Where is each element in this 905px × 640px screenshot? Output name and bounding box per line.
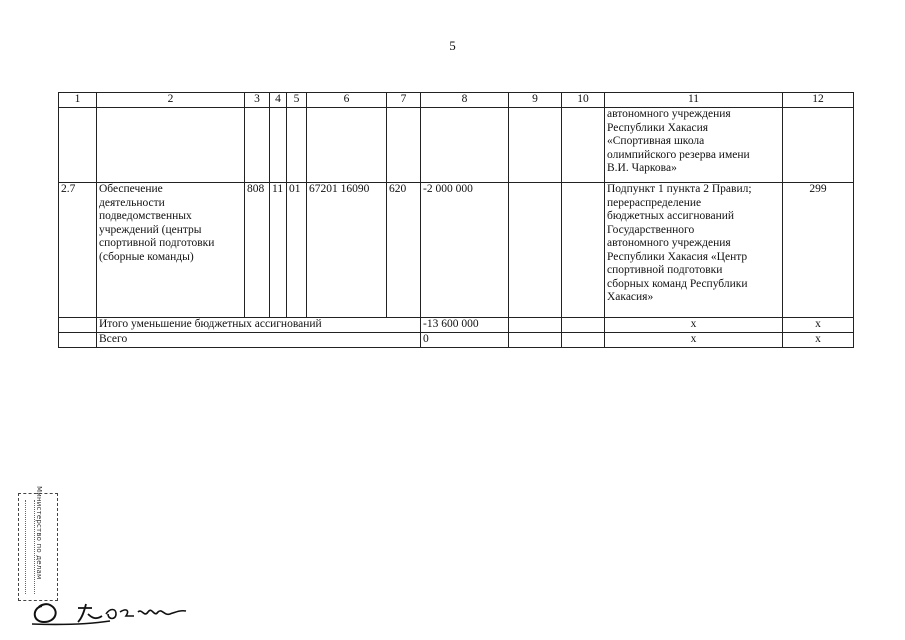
- text-line: Хакасия»: [607, 291, 654, 303]
- text-line: Подпункт 1 пункта 2 Правил;: [607, 183, 752, 195]
- text-line: спортивной подготовки: [99, 237, 215, 249]
- cell-empty: [562, 183, 605, 318]
- text-line: деятельности: [99, 196, 165, 209]
- text-line: сборных команд Республики: [607, 277, 748, 290]
- text-line: Государственного: [607, 223, 695, 236]
- total-decrease-x: х: [605, 318, 783, 333]
- header-cell: 12: [783, 93, 854, 108]
- cell-subsection: 01: [287, 183, 307, 318]
- header-cell: 2: [97, 93, 245, 108]
- total-decrease-amount: -13 600 000: [421, 318, 509, 333]
- row-number: 2.7: [59, 183, 97, 318]
- cell-target-article: 67201 16090: [307, 183, 387, 318]
- text-line: подведомственных: [99, 210, 192, 222]
- cell-expense-type: 620: [387, 183, 421, 318]
- cell-amount: -2 000 000: [421, 183, 509, 318]
- total-decrease-row: [59, 318, 854, 333]
- budget-table: [58, 92, 854, 348]
- text-line: Республики Хакасия: [607, 121, 709, 134]
- table-row-continuation: [59, 108, 854, 183]
- header-cell: 8: [421, 93, 509, 108]
- text-line: бюджетных ассигнований: [607, 210, 735, 222]
- text-line: (сборные команды): [99, 250, 194, 263]
- header-cell: 11: [605, 93, 783, 108]
- header-cell: 9: [509, 93, 562, 108]
- header-row: [59, 93, 854, 108]
- text-line: перераспределение: [607, 196, 702, 209]
- total-decrease-x: х: [783, 318, 854, 333]
- header-cell: 1: [59, 93, 97, 108]
- signature-icon: [30, 594, 200, 633]
- cell-code: 299: [783, 183, 854, 318]
- text-line: «Спортивная школа: [607, 135, 705, 147]
- page-number: 5: [449, 38, 456, 53]
- grand-total-amount: 0: [421, 333, 509, 348]
- text-line: олимпийского резерва имени: [607, 148, 750, 161]
- text-line: автономного учреждения: [607, 108, 731, 120]
- table-row: [59, 183, 854, 318]
- row-name: [97, 183, 245, 318]
- header-cell: 7: [387, 93, 421, 108]
- grand-total-row: [59, 333, 854, 348]
- text-line: спортивной подготовки: [607, 264, 723, 276]
- grand-total-x: х: [783, 333, 854, 348]
- text-line: учреждений (центры: [99, 223, 202, 236]
- text-line: Обеспечение: [99, 183, 163, 195]
- stamp-text: Министерство по делам: [35, 486, 43, 580]
- stamp-icon: [18, 486, 58, 601]
- header-cell: 6: [307, 93, 387, 108]
- text-line: автономного учреждения: [607, 237, 731, 249]
- text-line: Республики Хакасия «Центр: [607, 250, 748, 263]
- text-line: В.И. Чаркова»: [607, 162, 677, 174]
- cell-section: 11: [270, 183, 287, 318]
- total-decrease-label: Итого уменьшение бюджетных ассигнований: [97, 318, 421, 333]
- header-cell: 10: [562, 93, 605, 108]
- grand-total-label: Всего: [97, 333, 421, 348]
- cell-justification: [605, 183, 783, 318]
- cell-justification-continued: [605, 108, 783, 183]
- header-cell: 4: [270, 93, 287, 108]
- header-cell: 5: [287, 93, 307, 108]
- cell-ministry-code: 808: [245, 183, 270, 318]
- header-cell: 3: [245, 93, 270, 108]
- cell-empty: [509, 183, 562, 318]
- grand-total-x: х: [605, 333, 783, 348]
